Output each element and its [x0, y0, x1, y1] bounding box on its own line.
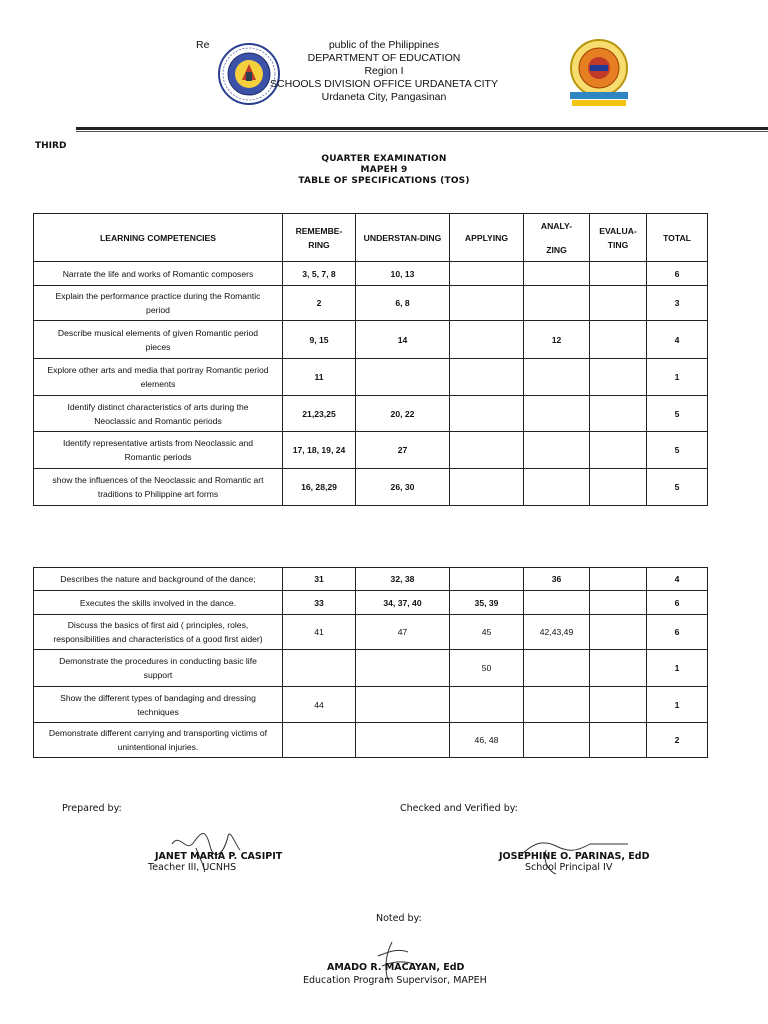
competency-text: Neoclassic and Romantic periods — [94, 415, 222, 426]
header-analyzing-1: ANALY- — [540, 220, 573, 231]
applying-cell — [450, 359, 524, 396]
total-cell: 5 — [647, 396, 708, 432]
quarter-label: THIRD — [35, 141, 67, 151]
remembering-cell: 2 — [283, 286, 356, 321]
understanding-cell — [356, 650, 450, 687]
noted-name: AMADO R. MACAYAN, EdD — [327, 962, 465, 973]
competency-cell — [34, 286, 283, 321]
understanding-cell — [356, 723, 450, 758]
table-row — [34, 591, 708, 615]
understanding-cell — [356, 687, 450, 723]
competency-text: Discuss the basics of first aid ( principles, roles, — [67, 620, 249, 630]
total-cell: 1 — [647, 359, 708, 396]
analyzing-cell — [524, 723, 590, 758]
understanding-cell: 14 — [356, 321, 450, 359]
applying-cell — [450, 286, 524, 321]
header-remembering-2: RING — [308, 239, 330, 250]
total-cell: 6 — [647, 591, 708, 615]
remembering-cell: 41 — [283, 615, 356, 650]
tos-table-music — [33, 213, 708, 506]
table-row — [34, 568, 708, 591]
competency-text: responsibilities and characteristics of a good first aider) — [53, 634, 263, 644]
applying-cell — [450, 469, 524, 506]
header-remembering — [283, 214, 356, 262]
title-line-1: QUARTER EXAMINATION — [321, 154, 447, 164]
total-cell: 5 — [647, 469, 708, 506]
competency-text: techniques — [137, 706, 179, 717]
total-cell: 5 — [647, 432, 708, 469]
analyzing-cell — [524, 469, 590, 506]
total-cell: 6 — [647, 615, 708, 650]
analyzing-cell: 12 — [524, 321, 590, 359]
analyzing-cell: 42,43,49 — [524, 615, 590, 650]
competency-cell — [34, 591, 283, 615]
header-analyzing — [524, 214, 590, 262]
competency-text: show the influences of the Neoclassic and Romantic art — [52, 475, 264, 485]
competency-text: Romantic periods — [124, 452, 192, 462]
analyzing-cell — [524, 687, 590, 723]
table-header-row — [34, 214, 708, 262]
evaluating-cell — [590, 359, 647, 396]
analyzing-cell — [524, 650, 590, 687]
competency-text: Explore other arts and media that portray Romantic period — [47, 365, 269, 375]
understanding-cell: 6, 8 — [356, 286, 450, 321]
competency-cell — [34, 262, 283, 286]
competency-text: Executes the skills involved in the dance. — [79, 597, 237, 608]
competency-text: Describes the nature and background of the dance; — [60, 574, 256, 584]
evaluating-cell — [590, 396, 647, 432]
table-row — [34, 396, 708, 432]
evaluating-cell — [590, 650, 647, 687]
understanding-cell: 47 — [356, 615, 450, 650]
competency-text: pieces — [145, 341, 171, 352]
evaluating-cell — [590, 591, 647, 615]
remembering-cell: 33 — [283, 591, 356, 615]
header-understanding: UNDERSTAN-DING — [356, 214, 450, 262]
analyzing-cell: 36 — [524, 568, 590, 591]
evaluating-cell — [590, 723, 647, 758]
applying-cell: 50 — [450, 650, 524, 687]
remembering-cell: 17, 18, 19, 24 — [283, 432, 356, 469]
applying-cell — [450, 262, 524, 286]
competency-text: support — [143, 670, 173, 680]
total-cell: 1 — [647, 687, 708, 723]
analyzing-cell — [524, 591, 590, 615]
letterhead-line-1: public of the Philippines — [328, 39, 440, 51]
prepared-by-label: Prepared by: — [62, 803, 122, 814]
remembering-cell — [283, 650, 356, 687]
evaluating-cell — [590, 687, 647, 723]
applying-cell — [450, 432, 524, 469]
total-cell: 2 — [647, 723, 708, 758]
table-row — [34, 321, 708, 359]
remembering-cell: 16, 28,29 — [283, 469, 356, 506]
table-row — [34, 687, 708, 723]
competency-cell — [34, 359, 283, 396]
header-evaluating-2: TING — [607, 239, 629, 250]
competency-cell — [34, 321, 283, 359]
applying-cell — [450, 396, 524, 432]
competency-text: period — [146, 305, 170, 315]
competency-text: Demonstrate the procedures in conducting basic life — [59, 656, 257, 666]
competency-cell — [34, 396, 283, 432]
competency-text: Identify distinct characteristics of arts during the — [67, 401, 249, 412]
tos-table-dance-health — [33, 567, 708, 758]
understanding-cell: 27 — [356, 432, 450, 469]
remembering-cell — [283, 723, 356, 758]
total-cell: 4 — [647, 321, 708, 359]
analyzing-cell — [524, 359, 590, 396]
letterhead-line-2: DEPARTMENT OF EDUCATION — [307, 52, 461, 64]
evaluating-cell — [590, 469, 647, 506]
checked-name: JOSEPHINE O. PARINAS, EdD — [499, 851, 650, 862]
analyzing-cell — [524, 396, 590, 432]
understanding-cell: 34, 37, 40 — [356, 591, 450, 615]
total-cell: 3 — [647, 286, 708, 321]
table-row — [34, 359, 708, 396]
competency-text: Identify representative artists from Neoclassic and — [62, 438, 254, 448]
title-line-2: MAPEH 9 — [360, 165, 408, 175]
analyzing-cell — [524, 432, 590, 469]
competency-text: Show the different types of bandaging and dressing — [60, 692, 256, 703]
header-remembering-1: REMEMBE- — [295, 225, 343, 236]
remembering-cell: 21,23,25 — [283, 396, 356, 432]
applying-cell — [450, 687, 524, 723]
header-evaluating — [590, 214, 647, 262]
competency-cell — [34, 650, 283, 687]
checked-by-label: Checked and Verified by: — [400, 803, 518, 814]
table-row — [34, 432, 708, 469]
prepared-title: Teacher III, UCNHS — [148, 862, 237, 873]
noted-by-label: Noted by: — [376, 913, 422, 924]
applying-cell — [450, 321, 524, 359]
applying-cell — [450, 568, 524, 591]
understanding-cell: 20, 22 — [356, 396, 450, 432]
evaluating-cell — [590, 432, 647, 469]
understanding-cell: 10, 13 — [356, 262, 450, 286]
competency-cell — [34, 687, 283, 723]
header-rule — [76, 127, 768, 130]
evaluating-cell — [590, 321, 647, 359]
competency-text: unintentional injuries. — [117, 742, 199, 752]
competency-cell — [34, 615, 283, 650]
table-row — [34, 615, 708, 650]
table-row — [34, 262, 708, 286]
header-applying: APPLYING — [450, 214, 524, 262]
checked-title: School Principal IV — [525, 862, 613, 873]
prepared-name: JANET MARIA P. CASIPIT — [155, 851, 283, 862]
evaluating-cell — [590, 615, 647, 650]
competency-cell — [34, 469, 283, 506]
remembering-cell: 31 — [283, 568, 356, 591]
remembering-cell: 3, 5, 7, 8 — [283, 262, 356, 286]
noted-title: Education Program Supervisor, MAPEH — [303, 975, 487, 986]
header-competencies: LEARNING COMPETENCIES — [34, 214, 283, 262]
evaluating-cell — [590, 568, 647, 591]
competency-text: Narrate the life and works of Romantic composers — [62, 268, 254, 279]
competency-cell — [34, 568, 283, 591]
competency-cell — [34, 432, 283, 469]
total-cell: 6 — [647, 262, 708, 286]
understanding-cell: 32, 38 — [356, 568, 450, 591]
letterhead-line-5: Urdaneta City, Pangasinan — [321, 91, 447, 103]
analyzing-cell — [524, 262, 590, 286]
evaluating-cell — [590, 262, 647, 286]
understanding-cell — [356, 359, 450, 396]
header-analyzing-2: ZING — [546, 244, 567, 255]
applying-cell: 46, 48 — [450, 723, 524, 758]
letterhead-line-3: Region I — [364, 65, 404, 77]
header-rule-thin — [76, 131, 768, 132]
remembering-cell: 44 — [283, 687, 356, 723]
applying-cell: 45 — [450, 615, 524, 650]
total-cell: 4 — [647, 568, 708, 591]
remembering-cell: 9, 15 — [283, 321, 356, 359]
table-row — [34, 286, 708, 321]
remembering-cell: 11 — [283, 359, 356, 396]
header-total: TOTAL — [647, 214, 708, 262]
total-cell: 1 — [647, 650, 708, 687]
iso-seal-right — [566, 38, 632, 108]
competency-text: traditions to Philippine art forms — [97, 489, 219, 499]
competency-text: Explain the performance practice during the Romantic — [55, 291, 261, 301]
understanding-cell: 26, 30 — [356, 469, 450, 506]
letterhead-line-4: SCHOOLS DIVISION OFFICE URDANETA CITY — [270, 78, 498, 90]
competency-cell — [34, 723, 283, 758]
analyzing-cell — [524, 286, 590, 321]
competency-text: elements — [140, 379, 176, 389]
competency-text: Demonstrate different carrying and transporting victims of — [48, 728, 268, 738]
table-row — [34, 650, 708, 687]
letterhead-prefix: Re — [196, 39, 210, 51]
table-row — [34, 723, 708, 758]
evaluating-cell — [590, 286, 647, 321]
table-row — [34, 469, 708, 506]
applying-cell: 35, 39 — [450, 591, 524, 615]
header-evaluating-1: EVALUA- — [599, 225, 637, 236]
competency-text: Describe musical elements of given Romantic period — [57, 327, 259, 338]
title-line-3: TABLE OF SPECIFICATIONS (TOS) — [298, 176, 470, 186]
